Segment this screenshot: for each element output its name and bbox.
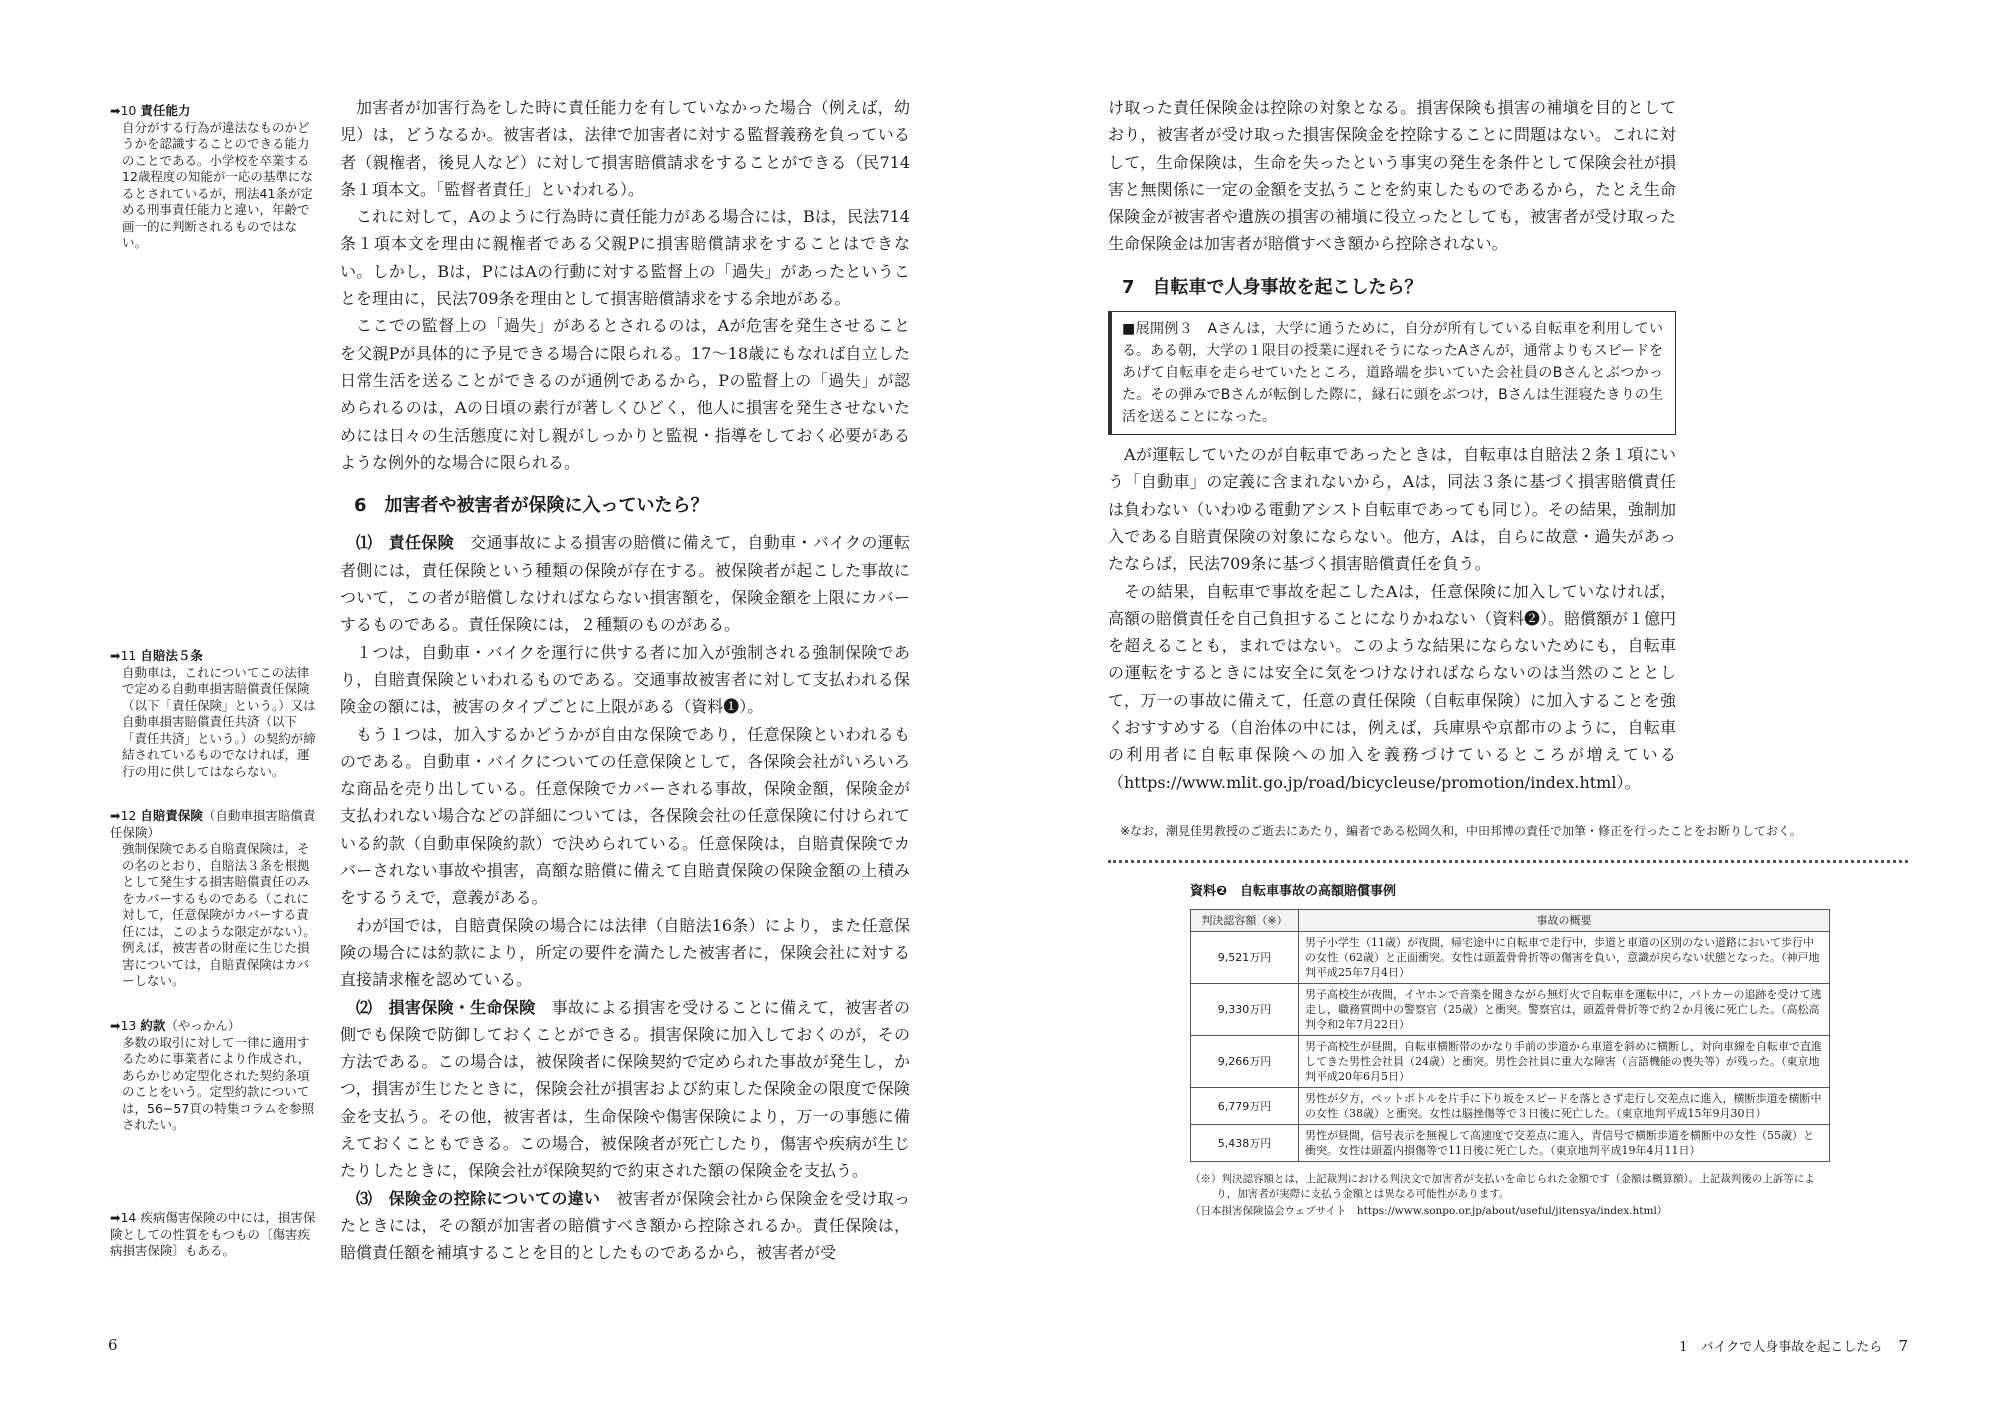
column-header: 事故の概要: [1299, 910, 1830, 932]
material-2: [1190, 880, 1830, 1219]
left-main-column: [340, 94, 910, 1266]
table-row: [1191, 1036, 1830, 1088]
note-title: 約款: [140, 1018, 166, 1033]
note-arrow-icon: ➡10: [110, 103, 137, 118]
right-main-column: [1108, 94, 1676, 796]
case-example-box: ■展開例３ Aさんは，大学に通うために，自分が所有している自転車を利用している。ある朝，大学の１限目の授業に遅れそうになったAさんが，通常よりもスピードをあげて自転車を走らせていたところ，道路端を歩いていた会社員のBさんとぶつかった。その弾みでBさんが転倒した際に，縁石に頭をぶつけ，Bさんは生涯寝たきりの生活を送ることになった。: [1108, 311, 1676, 435]
side-note-10: [110, 103, 320, 252]
running-title: 1 バイクで人身事故を起こしたら: [1679, 1340, 1883, 1355]
description-cell: 男子高校生が昼間，自転車横断帯のかなり手前の歩道から車道を斜めに横断し，対向車線を自転車で直進してきた男性会社員（24歳）と衝突。男性会社員に重大な障害（言語機能の喪失等）が残った。（東京地判平成20年6月5日）: [1299, 1036, 1830, 1088]
table-row: [1191, 1088, 1830, 1125]
section-divider: [1108, 860, 1908, 863]
paragraph: もう１つは，加入するかどうかが自由な保険であり，任意保険といわれるものである。自動車・バイクについての任意保険として，各保険会社がいろいろな商品を売り出している。任意保険でカバーされる事故，保険金額，保険金が支払われない場合などの詳細については，各保険会社の任意保険に付けられている約款（自動車保険約款）で決められている。任意保険は，自賠責保険でカバーされない事故や損害，高額な賠償に備えて自賠責保険の保険金額の上積みをするうえで，意義がある。: [340, 724, 910, 908]
table-footnote: （※）判決認容額とは，上記裁判における判決文で加害者が支払いを命じられた金額です（金額は概算額）。上記裁判後の上訴等により，加害者が実際に支払う金額とは異なる可能性があります。: [1190, 1173, 1815, 1200]
subsection-3: [340, 1185, 910, 1267]
description-cell: 男性が昼間，信号表示を無視して高速度で交差点に進入，青信号で横断歩道を横断中の女性（55歳）と衝突。女性は頭蓋内損傷等で11日後に死亡した。（東京地判平成19年4月11日）: [1299, 1125, 1830, 1162]
amount-cell: 6,779万円: [1191, 1088, 1299, 1125]
note-title: 自賠責保険: [140, 808, 203, 823]
note-body: 強制保険である自賠責保険は，その名のとおり，自賠法３条を根拠として発生する損害賠償責任のみをカバーするものである（これに対して，任意保険がカバーする責任には，このような限定がない）。例えば，被害者の財産に生じた損害については，自賠責保険はカバーしない。: [122, 841, 316, 988]
note-title: 自賠法５条: [140, 648, 203, 663]
note-arrow-icon: ➡11: [110, 648, 137, 663]
note-body: 自動車は，これについてこの法律で定める自動車損害賠償責任保険（以下「責任保険」という。）又は自動車損害賠償責任共済（以下「責任共済」という。）の契約が締結されているものでなければ，運行の用に供してはならない。: [122, 664, 316, 779]
note-title-sub: （自動車損害賠償責任保険）: [110, 808, 316, 840]
subsection-1: [340, 529, 910, 638]
description-cell: 男子小学生（11歳）が夜間，帰宅途中に自転車で走行中，歩道と車道の区別のない道路において歩行中の女性（62歳）と正面衝突。女性は頭蓋骨骨折等の傷害を負い，意識が戻らない状態となった。（神戸地判平成25年7月4日）: [1299, 932, 1830, 984]
note-body: 自分がする行為が違法なものかどうかを認識することのできる能力のことである。小学校を卒業する12歳程度の知能が一応の基準になるとされているが，刑法41条が定める刑事責任能力と違い，年齢で画一的に判断されるものではない。: [122, 119, 313, 250]
section-heading-6: 6 加害者や被害者が保険に入っていたら？: [354, 495, 709, 517]
left-page-number: 6: [108, 1336, 118, 1354]
paragraph: その結果，自転車で事故を起こしたAは，任意保険に加入していなければ，高額の賠償責任を自己負担することになりかねない（資料❷）。賠償額が１億円を超えることも，まれではない。このような結果にならないためにも，自転車の運転をするときには安全に気をつけなければならないのは当然のこととして，万一の事故に備えて，任意の責任保険（自転車保険）に加入することを強くおすすめする（自治体の中には，例えば，兵庫県や京都市のように，自転車の利用者に自転車保険への加入を義務づけているところが増えている（https://www.mlit.go.jp/road/bicycleuse/promotion/index.html）。: [1108, 581, 1677, 792]
editor-note: ※なお，潮見佳男教授のご逝去にあたり，編者である松岡久和，中田邦博の責任で加筆・修正を行ったことをお断りしておく。: [1120, 824, 1802, 838]
amount-cell: 9,521万円: [1191, 932, 1299, 984]
paragraph: Aが運転していたのが自転車であったときは，自転車は自賠法２条１項にいう「自動車」の定義に含まれないから，Aは，同法３条に基づく損害賠償責任は負わない（いわゆる電動アシスト自転車であっても同じ）。その結果，強制加入である自賠責保険の対象にならない。他方，Aは，自らに故意・過失があったならば，民法709条に基づく損害賠償責任を負う。: [1108, 445, 1676, 574]
paragraph: これに対して，Aのように行為時に責任能力がある場合には，Bは，民法714条１項本文を理由に親権者である父親Pに損害賠償請求をすることはできない。しかし，Bは，PにはAの行動に対する監督上の「過失」があったということを理由に，民法709条を理由として損害賠償請求をする余地がある。: [340, 207, 910, 309]
side-note-13: [110, 1018, 320, 1134]
note-arrow-icon: ➡14: [110, 1210, 137, 1225]
column-header: 判決認容額（※）: [1191, 910, 1299, 932]
note-arrow-icon: ➡13: [110, 1018, 137, 1033]
table-header-row: [1191, 910, 1830, 932]
paragraph: ここでの監督上の「過失」があるとされるのは，Aが危害を発生させることを父親Pが具体的に予見できる場合に限られる。17〜18歳にもなれば自立した日常生活を送ることができるのが通例であるから，Pの監督上の「過失」が認められるのは，Aの日頃の素行が著しくひどく，他人に損害を発生させないためには日々の生活態度に対し親がしっかりと監視・指導をしておく必要があるような例外的な場合に限られる。: [340, 316, 910, 472]
table-row: [1191, 1125, 1830, 1162]
description-cell: 男子高校生が夜間，イヤホンで音楽を聞きながら無灯火で自転車を運転中に，パトカーの追跡を受けて逃走し，職務質問中の警察官（25歳）と衝突。警察官は，頭蓋骨骨折等で約２か月後に死亡した。（高松高判令和2年7月22日）: [1299, 984, 1830, 1036]
cases-table: [1190, 909, 1830, 1162]
paragraph: わが国では，自賠責保険の場合には法律（自賠法16条）により，また任意保険の場合には約款により，所定の要件を満たした被害者に，保険会社に対する直接請求権を認めている。: [340, 915, 910, 990]
table-title: 資料❷ 自転車事故の高額賠償事例: [1190, 884, 1397, 899]
side-note-14: [110, 1210, 320, 1260]
right-page-number: 7: [1898, 1337, 1908, 1355]
table-row: [1191, 984, 1830, 1036]
amount-cell: 5,438万円: [1191, 1125, 1299, 1162]
note-arrow-icon: ➡12: [110, 808, 137, 823]
subsection-heading: ⑵ 損害保険・生命保険: [356, 997, 536, 1017]
section-heading-7: 7 自転車で人身事故を起こしたら？: [1122, 276, 1423, 298]
right-running-footer: [1679, 1336, 1908, 1355]
side-note-12: [110, 808, 320, 990]
subsection-body: 被害者が保険会社から保険金を受け取ったときには，その額が加害者の賠償すべき額から控除されるか。責任保険は，賠償責任額を補填することを目的としたものであるから，被害者が受: [340, 1188, 910, 1263]
paragraph: け取った責任保険金は控除の対象となる。損害保険も損害の補塡を目的としており，被害者が受け取った損害保険金を控除することに問題はない。これに対して，生命保険は，生命を失ったという事実の発生を条件として保険会社が損害と無関係に一定の金額を支払うことを約束したものであるから，たとえ生命保険金が被害者や遺族の損害の補塡に役立ったとしても，被害者が受け取った生命保険金は加害者が賠償すべき額から控除されない。: [1108, 98, 1676, 254]
paragraph: 加害者が加害行為をした時に責任能力を有していなかった場合（例えば，幼児）は，どうなるか。被害者は，法律で加害者に対する監督義務を負っている者（親権者，後見人など）に対して損害賠償請求をすることができる（民714条１項本文。「監督者責任」といわれる）。: [340, 98, 910, 199]
amount-cell: 9,266万円: [1191, 1036, 1299, 1088]
subsection-heading: ⑴ 責任保険: [356, 533, 454, 553]
side-note-11: [110, 648, 320, 780]
description-cell: 男性が夕方，ペットボトルを片手に下り坂をスピードを落とさず走行し交差点に進入，横断歩道を横断中の女性（38歳）と衝突。女性は脳挫傷等で３日後に死亡した。（東京地判平成15年9月30日）: [1299, 1088, 1830, 1125]
table-source: （日本損害保険協会ウェブサイト https://www.sonpo.or.jp/about/useful/jitensya/index.html）: [1190, 1205, 1668, 1217]
note-title-sub: （やっかん）: [165, 1018, 241, 1033]
subsection-heading: ⑶ 保険金の控除についての違い: [356, 1188, 601, 1208]
amount-cell: 9,330万円: [1191, 984, 1299, 1036]
note-body: 疾病傷害保険の中には，損害保険としての性質をもつもの〔傷害疾病損害保険〕もある。: [110, 1210, 316, 1258]
subsection-2: [340, 994, 910, 1185]
note-title: 責任能力: [140, 103, 191, 118]
note-body: 多数の取引に対して一律に適用するために事業者により作成され，あらかじめ定型化された契約条項のことをいう。定型約款については，56−57頁の特集コラムを参照されたい。: [122, 1034, 315, 1132]
table-row: [1191, 932, 1830, 984]
subsection-body: 交通事故による損害の賠償に備えて，自動車・バイクの運転者側には，責任保険という種類の保険が存在する。被保険者が起こした事故について，この者が賠償しなければならない損害額を，保険金額を上限にカバーするものである。責任保険には，２種類のものがある。: [340, 533, 910, 635]
paragraph: １つは，自動車・バイクを運行に供する者に加入が強制される強制保険であり，自賠責保険といわれるものである。交通事故被害者に対して支払われる保険金の額には，被害のタイプごとに上限がある（資料❶）。: [340, 642, 910, 717]
subsection-body: 事故による損害を受けることに備えて，被害者の側でも保険で防御しておくことができる。損害保険に加入しておくのが，その方法である。この場合は，被保険者に保険契約で定められた事故が発生し，かつ，損害が生じたときに，保険会社が損害および約束した保険金の限度で保険金を支払う。その他，被害者は，生命保険や傷害保険により，万一の事態に備えておくこともできる。この場合，被保険者が死亡したり，傷害や疾病が生じたりしたときに，保険会社が保険契約で約束された額の保険金を支払う。: [340, 997, 910, 1181]
